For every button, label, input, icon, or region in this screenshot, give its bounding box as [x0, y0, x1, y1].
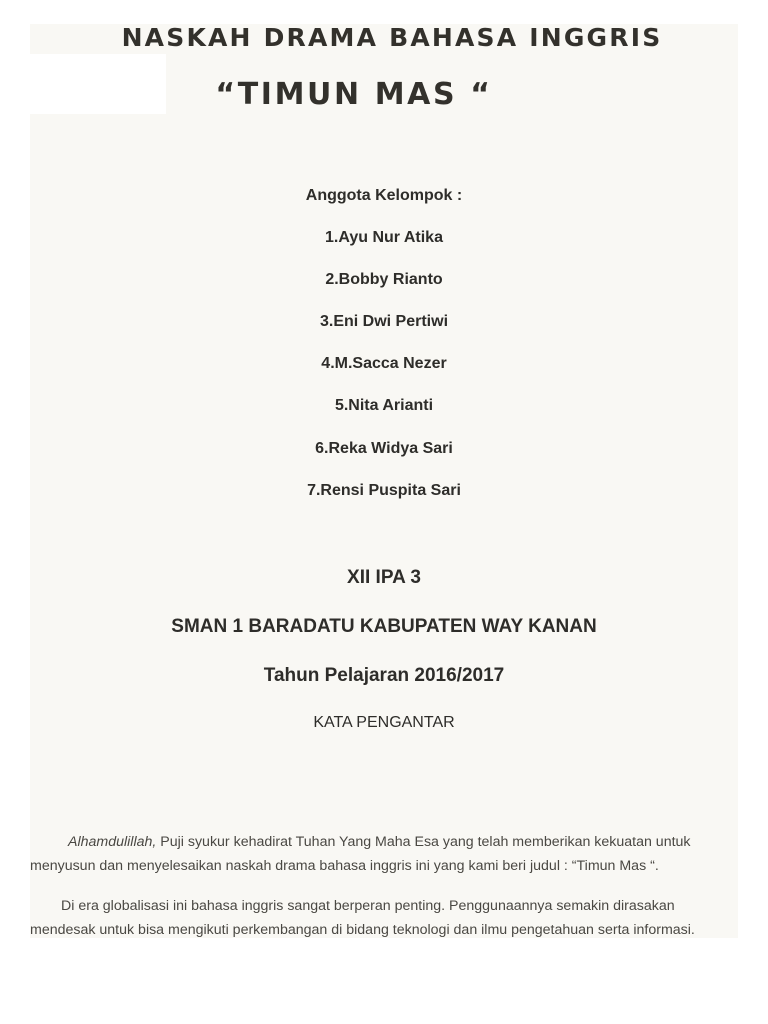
paragraph-1 — [30, 830, 738, 878]
member-item: 6.Reka Widya Sari — [315, 440, 453, 457]
member-item: 5.Nita Arianti — [334, 397, 434, 414]
class-name: XII IPA 3 — [347, 567, 421, 588]
section-heading: KATA PENGANTAR — [313, 714, 455, 731]
academic-year: Tahun Pelajaran 2016/2017 — [263, 665, 505, 686]
member-item: 2.Bobby Rianto — [325, 271, 443, 288]
paragraph-2-line-1: Di era globalisasi ini bahasa inggris sangat berperan penting. Penggunaannya semakin dirasakan — [61, 898, 675, 914]
paragraph-1-italic: Alhamdulillah, — [68, 834, 157, 850]
document-subtitle: “TIMUN MAS “ — [215, 77, 493, 112]
member-item: 1.Ayu Nur Atika — [325, 229, 443, 246]
paragraph-2-line-2: mendesak untuk bisa mengikuti perkembangan di bidang teknologi dan ilmu pengetahuan serta informasi. — [30, 922, 695, 938]
paragraph-2 — [30, 894, 738, 942]
document-title: NASKAH DRAMA BAHASA INGGRIS — [121, 23, 663, 52]
paragraph-1-line-2: menyusun dan menyelesaikan naskah drama bahasa inggris ini yang kami beri judul : “Timun Mas “. — [30, 858, 659, 874]
member-item: 3.Eni Dwi Pertiwi — [319, 313, 449, 330]
members-heading: Anggota Kelompok : — [305, 187, 463, 204]
member-item: 4.M.Sacca Nezer — [321, 355, 447, 372]
member-item: 7.Rensi Puspita Sari — [307, 482, 461, 499]
document-page — [30, 24, 738, 938]
paragraph-1-text: Puji syukur kehadirat Tuhan Yang Maha Esa yang telah memberikan kekuatan untuk — [156, 834, 691, 850]
school-name: SMAN 1 BARADATU KABUPATEN WAY KANAN — [171, 616, 597, 637]
